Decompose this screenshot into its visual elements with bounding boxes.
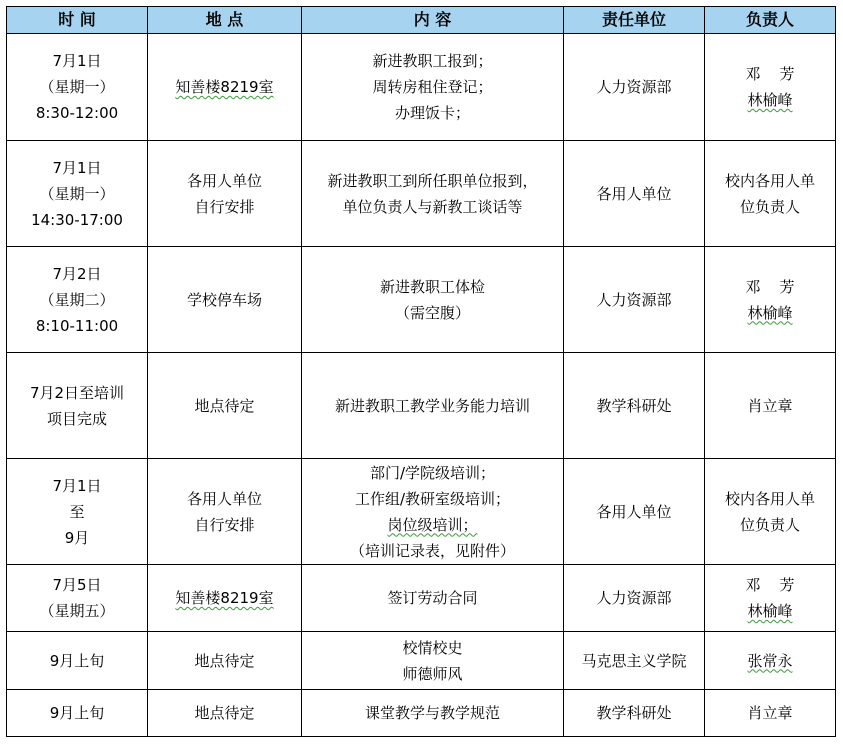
person-line: 校内各用人单 [724, 171, 815, 190]
person-line: 肖立章 [747, 704, 793, 722]
cell-content [302, 353, 564, 459]
cell-person [705, 34, 836, 141]
time-line: 9月上旬 [49, 651, 105, 670]
content-line: 师德师风 [402, 664, 463, 683]
person-line: 林榆峰 [747, 303, 793, 322]
content-line: （需空腹） [394, 303, 470, 322]
unit-line: 人力资源部 [596, 589, 672, 607]
time-line: （星期五） [39, 602, 115, 620]
unit-line: 教学科研处 [596, 396, 672, 415]
place-line: 地点待定 [194, 651, 255, 670]
time-line: 9月 [64, 528, 90, 547]
cell-person [705, 632, 836, 690]
time-line: （星期一） [39, 78, 115, 96]
content-line: 新进教职工到所任职单位报到， [327, 171, 538, 190]
cell-place [148, 690, 302, 737]
content-line: 校情校史 [402, 638, 463, 657]
cell-place [148, 632, 302, 690]
place-line: 知善楼8219室 [175, 78, 274, 96]
header-place: 地 点 [148, 7, 302, 34]
place-line: 知善楼8219室 [175, 589, 274, 607]
table-row [7, 565, 836, 632]
time-line: 7月2日至培训 [29, 383, 125, 402]
time-line: 7月1日 [52, 158, 102, 177]
cell-time [7, 141, 148, 247]
table-row [7, 459, 836, 565]
cell-person [705, 565, 836, 632]
cell-place [148, 141, 302, 247]
unit-line: 各用人单位 [596, 502, 672, 521]
cell-time [7, 34, 148, 141]
cell-person [705, 247, 836, 353]
time-line: 7月2日 [52, 264, 102, 283]
content-line: 新进教职工报到； [372, 52, 493, 70]
place-line: 各用人单位 [186, 171, 262, 190]
person-line: 林榆峰 [747, 602, 793, 620]
cell-person [705, 690, 836, 737]
cell-content [302, 632, 564, 690]
person-line: 位负责人 [739, 197, 800, 216]
time-line: 7月5日 [52, 576, 102, 594]
cell-person [705, 353, 836, 459]
cell-unit [564, 141, 705, 247]
cell-place [148, 565, 302, 632]
header-time: 时 间 [7, 7, 148, 34]
cell-time [7, 459, 148, 565]
cell-place [148, 34, 302, 141]
header-row [7, 7, 836, 34]
content-line: 新进教职工教学业务能力培训 [334, 396, 530, 415]
header-content: 内 容 [302, 7, 564, 34]
cell-time [7, 632, 148, 690]
table-row [7, 690, 836, 737]
cell-unit [564, 353, 705, 459]
schedule-table [6, 6, 836, 737]
person-line: 邓 芳 [745, 576, 795, 594]
cell-content [302, 565, 564, 632]
content-line: 单位负责人与新教工谈话等 [342, 197, 523, 216]
cell-person [705, 459, 836, 565]
person-line: 张常永 [747, 651, 793, 670]
time-line: 项目完成 [46, 409, 107, 428]
cell-unit [564, 690, 705, 737]
time-line: （星期二） [39, 290, 115, 309]
content-line: 办理饭卡； [394, 104, 470, 122]
unit-line: 马克思主义学院 [581, 651, 687, 670]
cell-content [302, 141, 564, 247]
place-line: 地点待定 [194, 704, 255, 722]
unit-line: 人力资源部 [596, 290, 672, 309]
cell-content [302, 34, 564, 141]
place-line: 自行安排 [194, 515, 255, 534]
person-line: 位负责人 [739, 515, 800, 534]
content-line: 周转房租住登记； [372, 78, 493, 96]
cell-time [7, 690, 148, 737]
unit-line: 教学科研处 [596, 704, 672, 722]
place-line: 学校停车场 [186, 290, 262, 309]
person-line: 肖立章 [747, 396, 793, 415]
content-line: 签订劳动合同 [387, 589, 478, 607]
content-line: 岗位级培训； [387, 515, 478, 534]
time-line: （星期一） [39, 184, 115, 203]
time-line: 7月1日 [52, 476, 102, 495]
cell-place [148, 459, 302, 565]
cell-unit [564, 632, 705, 690]
time-line: 9月上旬 [49, 704, 105, 722]
table-row [7, 34, 836, 141]
time-line: 8:10-11:00 [35, 316, 119, 335]
cell-person [705, 141, 836, 247]
cell-unit [564, 247, 705, 353]
unit-line: 人力资源部 [596, 78, 672, 96]
cell-place [148, 353, 302, 459]
cell-unit [564, 565, 705, 632]
content-line: 工作组/教研室级培训； [354, 489, 511, 508]
cell-time [7, 353, 148, 459]
cell-place [148, 247, 302, 353]
content-line: 新进教职工体检 [379, 277, 485, 296]
cell-unit [564, 459, 705, 565]
cell-content [302, 459, 564, 565]
unit-line: 各用人单位 [596, 184, 672, 203]
content-line: 课堂教学与教学规范 [364, 704, 500, 722]
cell-time [7, 565, 148, 632]
time-line: 7月1日 [52, 52, 102, 70]
cell-content [302, 247, 564, 353]
header-unit: 责任单位 [564, 7, 705, 34]
place-line: 自行安排 [194, 197, 255, 216]
cell-time [7, 247, 148, 353]
place-line: 各用人单位 [186, 489, 262, 508]
cell-content [302, 690, 564, 737]
header-person: 负责人 [705, 7, 836, 34]
time-line: 8:30-12:00 [35, 104, 119, 122]
person-line: 邓 芳 [745, 277, 795, 296]
table-row [7, 141, 836, 247]
cell-unit [564, 34, 705, 141]
time-line: 14:30-17:00 [31, 210, 123, 229]
person-line: 校内各用人单 [724, 489, 815, 508]
time-line: 至 [69, 502, 85, 521]
content-line: 部门/学院级培训； [369, 463, 496, 482]
place-line: 地点待定 [194, 396, 255, 415]
person-line: 林榆峰 [747, 91, 793, 109]
table-row [7, 353, 836, 459]
table-row [7, 247, 836, 353]
content-line: （培训记录表，见附件） [349, 541, 515, 560]
table-row [7, 632, 836, 690]
person-line: 邓 芳 [745, 65, 795, 83]
